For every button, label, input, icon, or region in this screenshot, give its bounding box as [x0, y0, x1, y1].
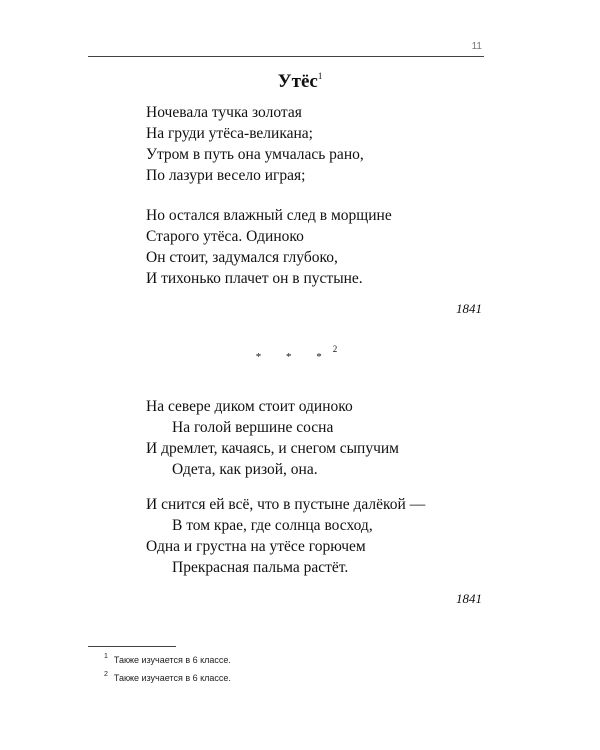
page-number: 11 — [471, 41, 482, 52]
poem-line: Он стоит, задумался глубоко, — [146, 249, 338, 266]
poem-line: Одна и грустна на утёсе горючем — [146, 538, 366, 555]
footnote-text: Также изучается в 6 классе. — [113, 655, 231, 665]
poem-line: В том крае, где солнца восход, — [172, 517, 373, 534]
footnote — [104, 655, 231, 665]
poem-line: И снится ей всё, что в пустыне далёкой — — [146, 496, 426, 513]
poem-line: Одета, как ризой, она. — [172, 461, 318, 478]
asterism-text: * * * — [255, 351, 333, 363]
footnote-ref: 1 — [317, 71, 323, 81]
poem-line: Но остался влажный след в морщине — [146, 207, 392, 224]
poem-line: На севере диком стоит одиноко — [146, 398, 353, 415]
footnote-rule — [88, 646, 176, 647]
stanza — [146, 205, 392, 289]
poem-line: На голой вершине сосна — [172, 419, 334, 436]
footnote-ref: 2 — [332, 344, 349, 354]
stanza — [146, 396, 399, 480]
poem-date: 1841 — [456, 591, 482, 606]
footnote-number: 1 — [104, 653, 108, 660]
poem-line: Ночевала тучка золотая — [146, 104, 302, 121]
poem-line: По лазури весело играя; — [146, 167, 306, 184]
header-rule — [88, 56, 484, 57]
asterism-title — [0, 344, 600, 363]
poem-line: На груди утёса-великана; — [146, 125, 313, 142]
poem-title — [0, 70, 600, 94]
footnote-number: 2 — [104, 671, 108, 678]
footnote — [104, 673, 231, 683]
stanza — [146, 494, 425, 578]
poem-title-text: Утёс — [277, 71, 318, 92]
stanza — [146, 102, 364, 186]
footnote-text: Также изучается в 6 классе. — [113, 673, 231, 683]
poem-line: И тихонько плачет он в пустыне. — [146, 270, 363, 287]
poem-date: 1841 — [456, 301, 482, 316]
poem-line: Старого утёса. Одиноко — [146, 228, 304, 245]
poem-line: И дремлет, качаясь, и снегом сыпучим — [146, 440, 399, 457]
poem-line: Прекрасная пальма растёт. — [172, 559, 349, 576]
poem-line: Утром в путь она умчалась рано, — [146, 146, 364, 163]
